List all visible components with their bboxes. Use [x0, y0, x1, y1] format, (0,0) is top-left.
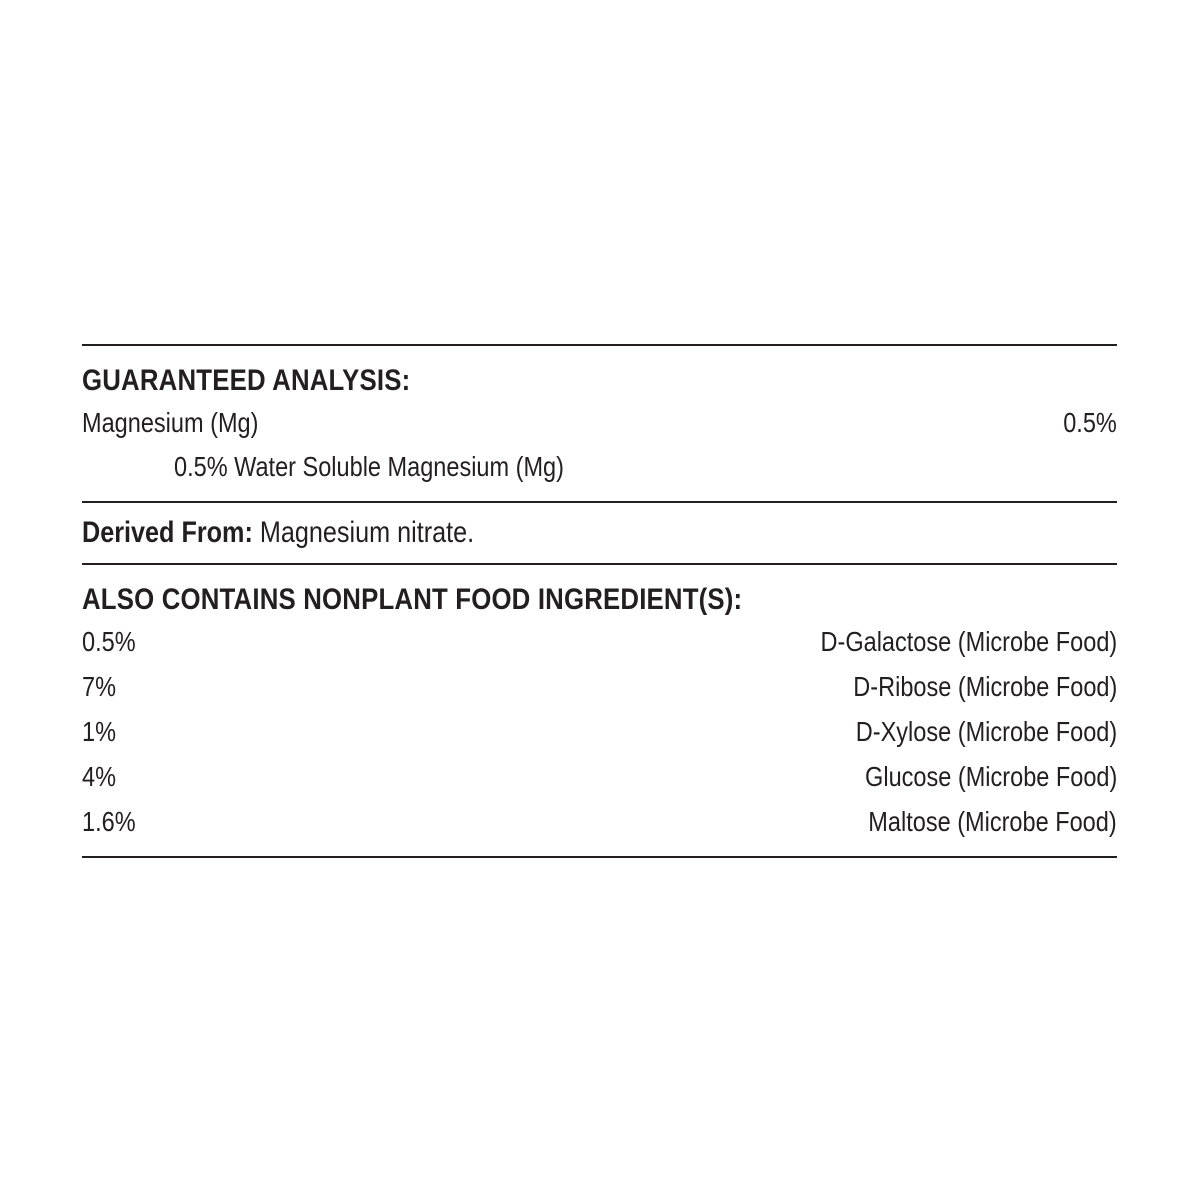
nutrient-value: 0.5%	[1063, 407, 1117, 438]
dot-leader	[148, 637, 762, 651]
guaranteed-analysis-heading: GUARANTEED ANALYSIS:	[82, 364, 411, 397]
guaranteed-analysis-label	[82, 344, 1117, 858]
dot-leader	[148, 817, 820, 831]
ingredient-amount: 0.5%	[82, 626, 136, 657]
guaranteed-analysis-section	[82, 346, 1117, 501]
nonplant-heading: ALSO CONTAINS NONPLANT FOOD INGREDIENT(S):	[82, 583, 743, 616]
magnesium-row	[82, 400, 1117, 445]
dot-leader	[124, 727, 803, 741]
ingredient-row	[82, 709, 1117, 754]
derived-from-label: Derived From:	[82, 516, 253, 549]
water-soluble-text: 0.5% Water Soluble Magnesium (Mg)	[174, 451, 564, 482]
ingredient-row	[82, 619, 1117, 664]
ingredient-row	[82, 754, 1117, 799]
ingredient-row	[82, 799, 1117, 844]
ingredient-name: D-Xylose (Microbe Food)	[855, 716, 1117, 747]
dot-leader	[294, 418, 1051, 432]
ingredient-name: Glucose (Microbe Food)	[864, 761, 1117, 792]
derived-from-value: Magnesium nitrate.	[259, 516, 475, 549]
dot-leader	[124, 682, 800, 696]
nutrient-name: Magnesium (Mg)	[82, 407, 259, 438]
ingredient-amount: 7%	[82, 671, 116, 702]
ingredient-name: D-Ribose (Microbe Food)	[852, 671, 1117, 702]
ingredient-amount: 4%	[82, 761, 116, 792]
bottom-divider	[82, 856, 1117, 858]
ingredient-amount: 1%	[82, 716, 116, 747]
ingredient-row	[82, 664, 1117, 709]
ingredient-name: Maltose (Microbe Food)	[868, 806, 1117, 837]
ingredient-amount: 1.6%	[82, 806, 136, 837]
dot-leader	[124, 772, 814, 786]
nonplant-section	[82, 565, 1117, 856]
ingredient-name: D-Galactose (Microbe Food)	[820, 626, 1117, 657]
derived-from-row	[82, 503, 1117, 563]
water-soluble-row	[82, 445, 1117, 489]
